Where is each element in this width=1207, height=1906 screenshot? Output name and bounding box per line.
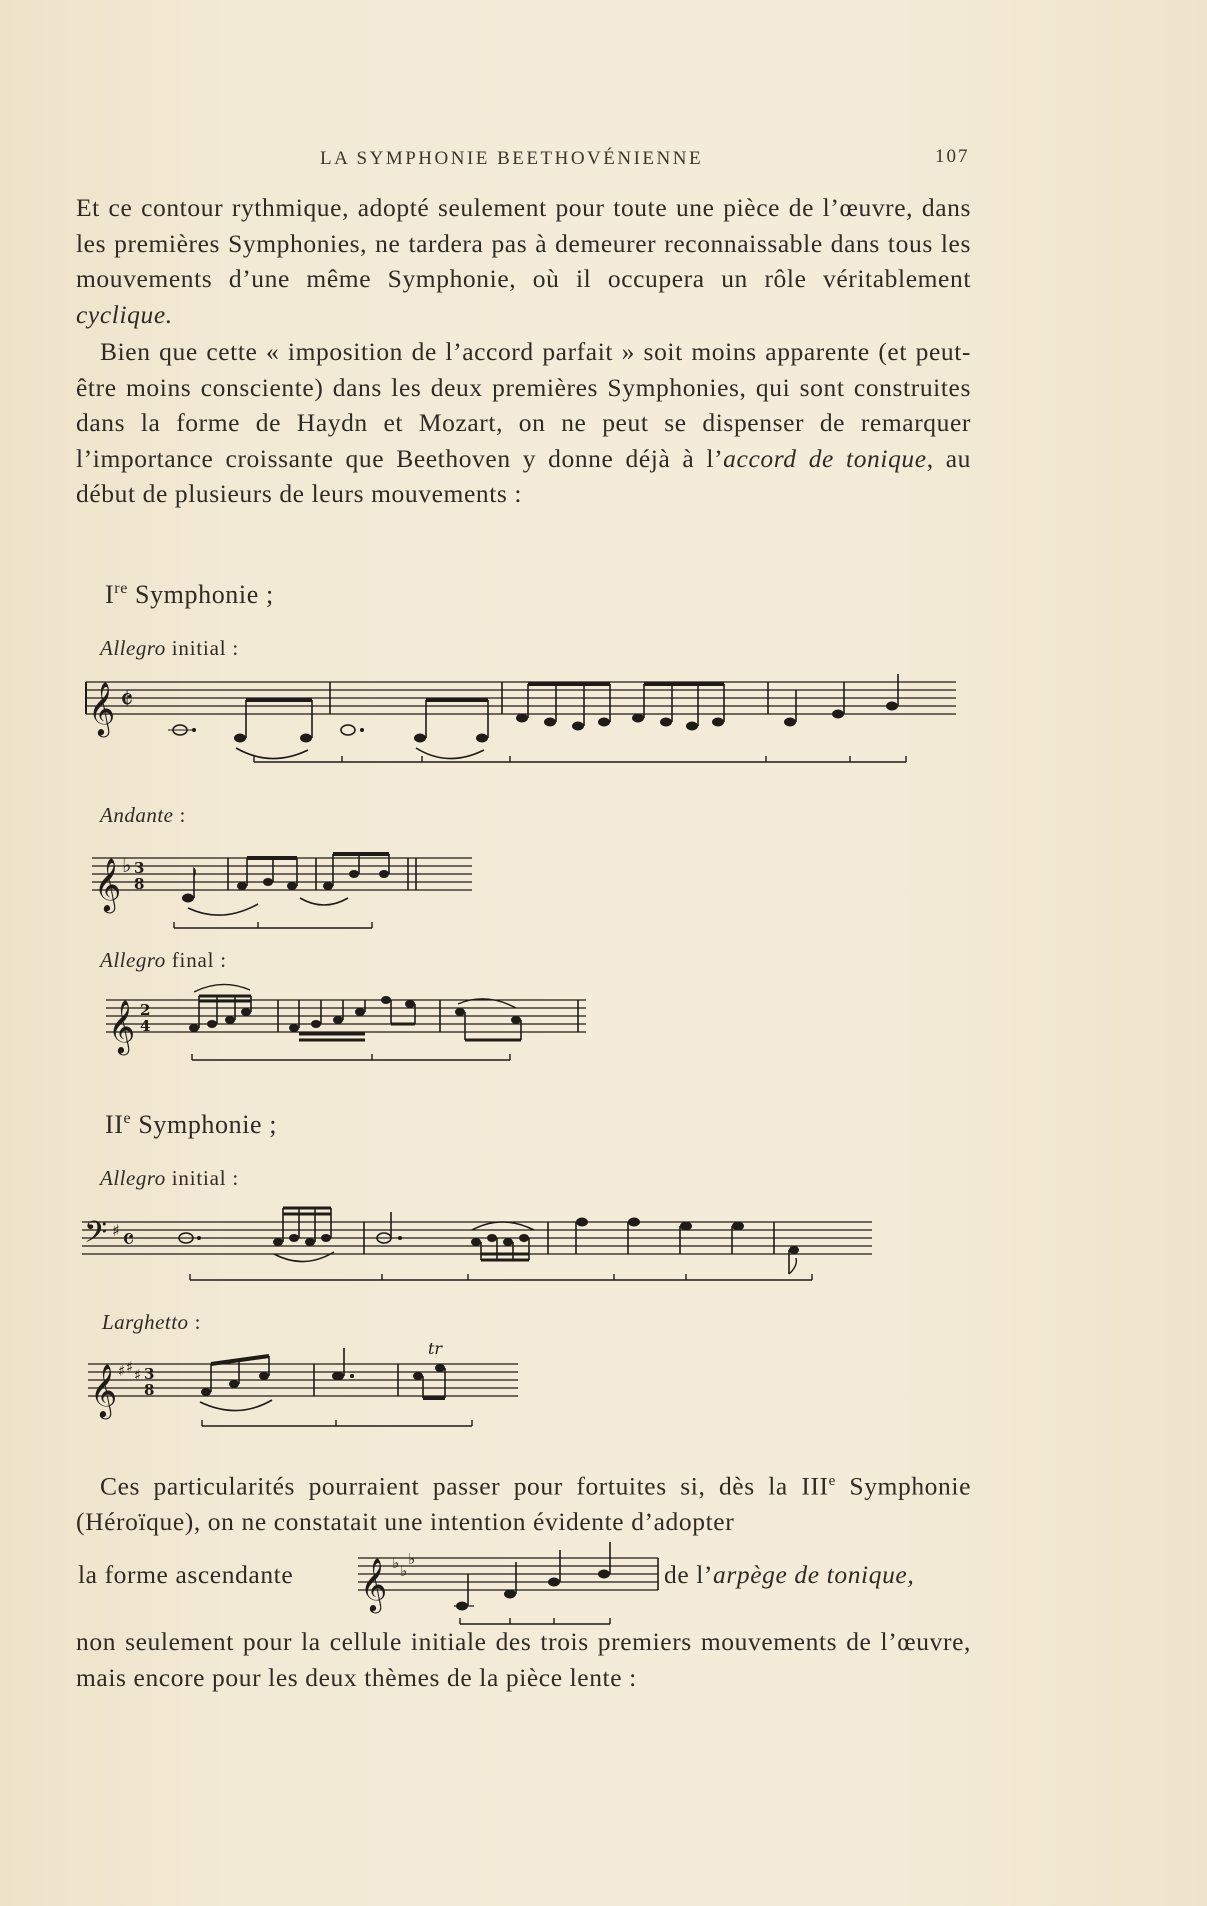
paragraph-1 bbox=[76, 190, 971, 332]
time-signature-denominator: 4 bbox=[140, 1017, 151, 1035]
cut-time-icon: 𝄵 bbox=[120, 683, 134, 718]
flat-icon: ♭ bbox=[400, 1562, 408, 1580]
trill-icon: tr bbox=[428, 1339, 443, 1358]
treble-clef-icon: 𝄞 bbox=[94, 857, 122, 911]
sharp-icon: ♯ bbox=[112, 1221, 120, 1240]
music-example-larghetto bbox=[88, 1340, 528, 1440]
time-signature-denominator: 8 bbox=[144, 1381, 155, 1399]
treble-clef-icon: 𝄞 bbox=[90, 1363, 118, 1417]
common-time-icon: 𝄴 bbox=[122, 1223, 135, 1256]
tempo-marking-andante: Andante : bbox=[100, 803, 187, 827]
time-signature-denominator: 8 bbox=[134, 875, 145, 893]
flat-icon: ♭ bbox=[122, 853, 132, 877]
paragraph-1-italic: cyclique. bbox=[76, 299, 173, 329]
paragraph-3: Ces particularités pourraient passer pour fortuites si, dès la IIIe Symphonie (Héroïque), on ne constatait une intention évidente d’adopter bbox=[76, 1471, 971, 1536]
treble-clef-icon: 𝄞 bbox=[360, 1557, 388, 1611]
time-signature-numerator: 2 bbox=[140, 1001, 151, 1019]
bass-clef-icon: 𝄢 bbox=[84, 1216, 108, 1257]
paragraph-1-text: Et ce contour rythmique, adopté seulement pour toute une pièce de l’œuvre, dans les premières Symphonies, ne tardera pas à demeurer reconnaissable dans tous les mouvements d’une même Symphonie, où il occupera un rôle véritablement bbox=[76, 193, 971, 293]
tempo-marking-allegro-initial-1: Allegro initial : bbox=[100, 636, 240, 660]
time-signature-numerator: 3 bbox=[144, 1365, 155, 1383]
paragraph-2 bbox=[76, 334, 971, 512]
paragraph-2-italic: accord de tonique bbox=[723, 443, 927, 473]
inline-text-start: la forme ascendante bbox=[78, 1560, 294, 1589]
sharp-icon: ♯ bbox=[118, 1362, 126, 1380]
sharp-icon: ♯ bbox=[126, 1358, 134, 1376]
music-example-allegro-final bbox=[106, 984, 596, 1084]
time-signature-numerator: 3 bbox=[134, 859, 145, 877]
sharp-icon: ♯ bbox=[134, 1366, 142, 1384]
eighth-flag-icon: ⁾ bbox=[192, 863, 197, 887]
paragraph-3-text: Ces particularités pourraient passer pour fortuites si, dès la III bbox=[100, 1471, 829, 1501]
music-example-allegro-initial-1 bbox=[86, 670, 966, 780]
page-number: 107 bbox=[935, 146, 970, 167]
treble-clef-icon: 𝄞 bbox=[108, 999, 136, 1053]
symphony-1-heading: Ire Symphonie ; bbox=[105, 580, 274, 609]
tempo-marking-allegro-initial-2: Allegro initial : bbox=[100, 1166, 240, 1190]
music-example-arpeggio bbox=[358, 1538, 678, 1628]
symphony-2-heading: IIe Symphonie ; bbox=[105, 1110, 278, 1139]
running-title: LA SYMPHONIE BEETHOVÉNIENNE bbox=[320, 148, 704, 169]
treble-clef-icon: 𝄞 bbox=[88, 681, 116, 735]
flat-icon: ♭ bbox=[392, 1554, 400, 1572]
paragraph-5 bbox=[76, 1624, 971, 1695]
inline-text-end: de l’arpège de tonique, bbox=[664, 1560, 915, 1589]
flat-icon: ♭ bbox=[408, 1550, 416, 1568]
paragraph-3-text-end: Symphonie (Héroïque), on ne constatait une intention évidente d’adopter bbox=[76, 1471, 971, 1536]
paragraph-2-text: Bien que cette « imposition de l’accord parfait » soit moins apparente (et peut-être moins consciente) dans les deux premières Symphonies, qui sont construites dans la forme de Haydn et Mozart, on ne peut se dispenser de remarquer l’importance croissante que Beethoven y donne déjà à l’ bbox=[76, 337, 971, 473]
paragraph-5-text: non seulement pour la cellule initiale des trois premiers mouvements de l’œuvre, mais encore pour les deux thèmes de la pièce lente : bbox=[76, 1627, 971, 1692]
tempo-marking-allegro-final: Allegro final : bbox=[100, 948, 227, 972]
tempo-marking-larghetto: Larghetto : bbox=[102, 1310, 202, 1334]
music-example-andante bbox=[92, 846, 482, 936]
paragraph-2-text-end: , au début de plusieurs de leurs mouvements : bbox=[76, 443, 971, 508]
music-example-allegro-initial-2 bbox=[82, 1198, 882, 1298]
